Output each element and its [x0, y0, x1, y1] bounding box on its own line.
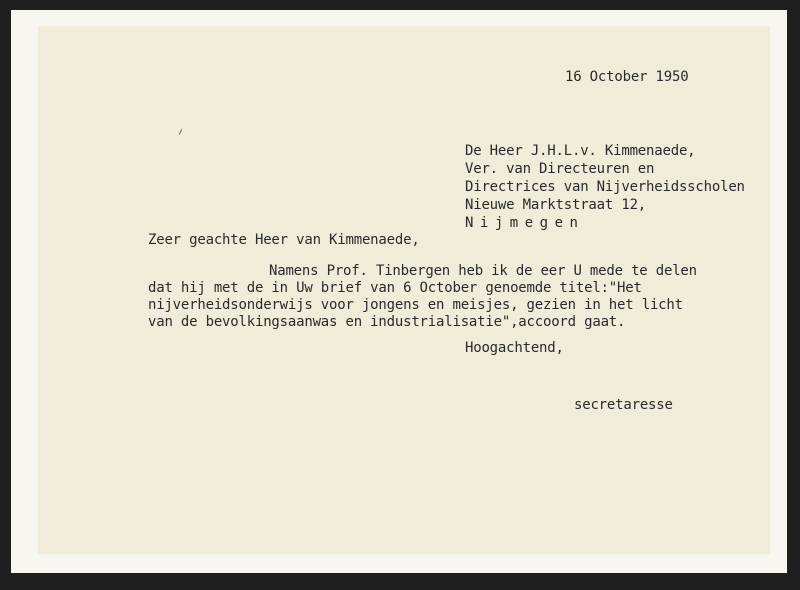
salutation: Zeer geachte Heer van Kimmenaede,	[148, 232, 420, 248]
recipient-line-2: Ver. van Directeuren en	[465, 161, 655, 177]
recipient-address: Nieuwe Marktstraat 12,	[465, 197, 647, 213]
body-line-1: Namens Prof. Tinbergen heb ik de eer U mede te delen	[269, 263, 697, 279]
body-line-4: van de bevolkingsaanwas en industrialisatie",accoord gaat.	[148, 314, 626, 330]
recipient-city: Nijmegen	[465, 215, 585, 231]
signature-title: secretaresse	[574, 397, 673, 413]
paper-speck	[179, 129, 182, 135]
body-line-2: dat hij met de in Uw brief van 6 October genoemde titel:"Het	[148, 280, 642, 296]
body-line-3: nijverheidsonderwijs voor jongens en meisjes, gezien in het licht	[148, 297, 683, 313]
letter-date: 16 October 1950	[565, 69, 689, 85]
letter-paper	[38, 26, 770, 554]
closing: Hoogachtend,	[465, 340, 564, 356]
recipient-line-3: Directrices van Nijverheidsscholen	[465, 179, 745, 195]
recipient-name: De Heer J.H.L.v. Kimmenaede,	[465, 143, 696, 159]
